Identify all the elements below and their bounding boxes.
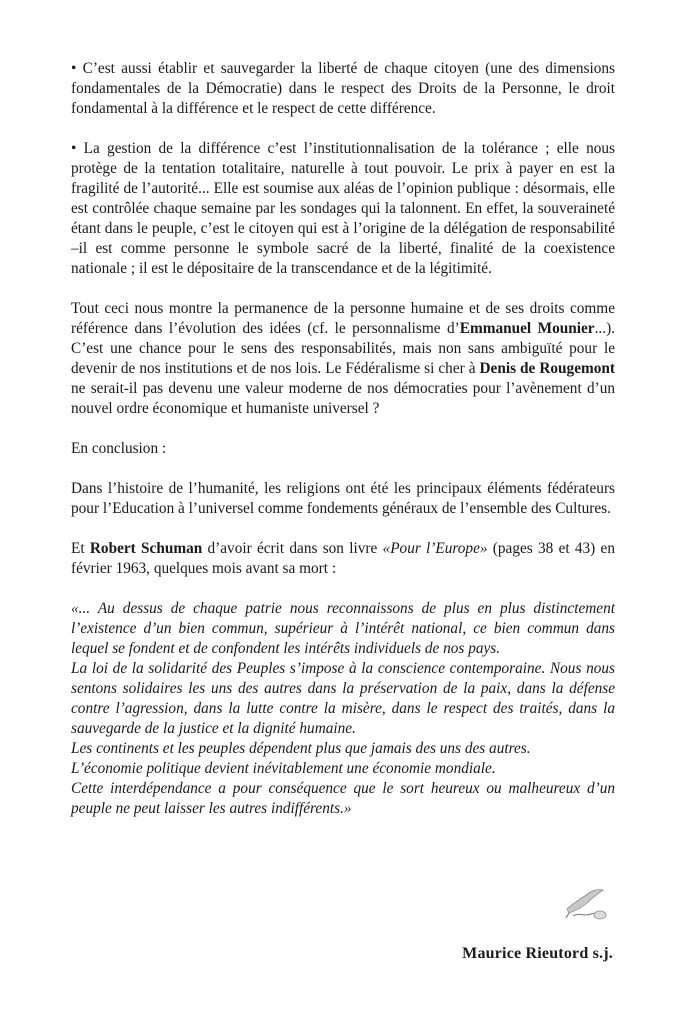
document-body xyxy=(71,59,615,819)
quill-pen-icon xyxy=(563,887,609,923)
conclusion-heading: En conclusion : xyxy=(71,440,167,457)
text-run: (pages 38 et 43) en février 1963, quelques mois avant sa mort : xyxy=(71,540,615,577)
text-run: d’avoir écrit dans son livre xyxy=(202,540,383,557)
paragraph-schuman-intro xyxy=(71,539,615,579)
text-run: Et xyxy=(71,540,90,557)
name-denis-de-rougemont: Denis de Rougemont xyxy=(479,360,615,377)
quote-line: Cette interdépendance a pour conséquence que le sort heureux ou malheureux d’un peuple ne peut laisser les autres indifférents.» xyxy=(71,780,615,817)
text-run: ...). C’est une chance pour le sens des responsabilités, mais non sans ambiguïté pour le devenir de nos institutions et de nos lois. Le Fédéralisme si cher à xyxy=(71,320,615,377)
author-signature: Maurice Rieutord s.j. xyxy=(462,945,613,962)
quote-line: «... Au dessus de chaque patrie nous reconnaissons de plus en plus distinctement l’existence d’un bien commun, supérieur à l’intérêt national, ce bien commun dans lequel se fondent et de confondent les intérêts individuels de nos pays. xyxy=(71,600,615,657)
text-run: ne serait-il pas devenu une valeur moderne de nos démocraties pour l’avènement d’un nouvel ordre économique et humaniste universel ? xyxy=(71,380,615,417)
quote-line: La loi de la solidarité des Peuples s’impose à la conscience contemporaine. Nous nous sentons solidaires les uns des autres dans la préservation de la paix, dans la défense contre l’agression, dans la lutte contre la misère, dans le respect des traités, dans la sauvegarde de la justice et la dignité humaine. xyxy=(71,660,615,737)
quote-line: Les continents et les peuples dépendent plus que jamais des uns des autres. xyxy=(71,740,531,757)
text-run: Tout ceci nous montre la permanence de la personne humaine et de ses droits comme référence dans l’évolution des idées (cf. le personnalisme d’ xyxy=(71,300,615,337)
paragraph-personnalisme xyxy=(71,299,615,419)
name-emmanuel-mounier: Emmanuel Mounier xyxy=(459,320,595,337)
paragraph-religions: Dans l’histoire de l’humanité, les religions ont été les principaux éléments fédérateurs pour l’Education à l’universel comme fondements généraux de l’ensemble des Cultures. xyxy=(71,480,615,517)
book-title: «Pour l’Europe» xyxy=(382,540,488,557)
paragraph-difference: • La gestion de la différence c’est l’institutionnalisation de la tolérance ; elle nous protège de la tentation totalitaire, naturelle à tout pouvoir. Le prix à payer en est la fragilité de l’autorité... Elle est soumise aux aléas de l’opinion publique : désormais, elle est contrôlée chaque semaine par les sondages qui la talonnent. En effet, la souveraineté étant dans le peuple, c’est le citoyen qui est à l’origine de la délégation de responsabilité –il est comme personne le symbole sacré de la liberté, finalité de la coexistence nationale ; il est le dépositaire de la transcendance et de la légitimité. xyxy=(71,140,615,277)
schuman-quote xyxy=(71,599,615,819)
name-robert-schuman: Robert Schuman xyxy=(89,540,203,557)
quote-line: L’économie politique devient inévitablement une économie mondiale. xyxy=(71,760,496,777)
paragraph-liberte: • C’est aussi établir et sauvegarder la liberté de chaque citoyen (une des dimensions fondamentales de la Démocratie) dans le respect des Droits de la Personne, le droit fondamental à la différence et le respect de cette différence. xyxy=(71,60,615,117)
